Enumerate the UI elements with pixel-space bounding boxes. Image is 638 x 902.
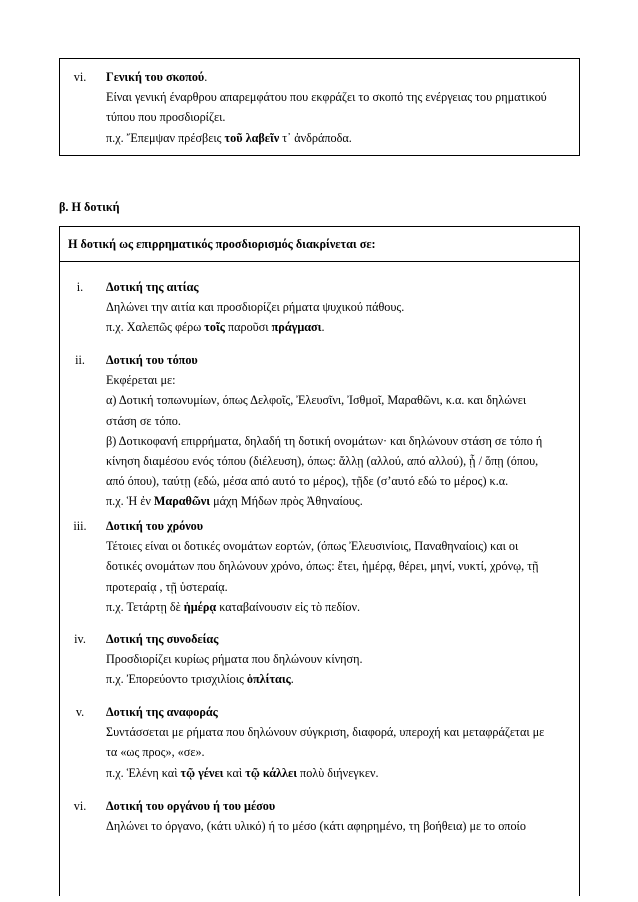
example-text: π.χ. Ἑλένη καὶ — [106, 765, 181, 780]
definition-box-genitive-purpose — [59, 58, 580, 156]
dative-adverbial-box — [59, 226, 580, 896]
text-line: από όπου), ταύτῃ (εδώ, μέσα από αυτό το μέρος), τῇδε (σ’αυτό εδώ το μέρος) κ.α. — [106, 474, 509, 489]
item-number: iv. — [74, 632, 86, 646]
text-line: α) Δοτική τοπωνυμίων, όπως Δελφοῖς, Ἐλευσῖνι, Ἰσθμοῖ, Μαραθῶνι, κ.α. και δηλώνει — [106, 393, 527, 408]
text-line: τύπου που προσδιορίζει. — [106, 110, 226, 125]
item-content — [106, 796, 572, 836]
text-line: τα «ως προς», «σε». — [106, 745, 205, 760]
item-number: v. — [75, 705, 85, 719]
item-content — [106, 277, 572, 338]
text-line: Τέτοιες είναι οι δοτικές ονομάτων εορτών, (όπως Ἐλευσινίοις, Παναθηναίοις) και οι — [106, 539, 519, 554]
box-header: Η δοτική ως επιρρηματικός προσδιορισμός διακρίνεται σε: — [60, 227, 579, 262]
text-line: κίνηση διαμέσου ενός τόπου (διέλευση), όπως: ἄλλῃ (αλλού, από αλλού), ᾗ / ὅπῃ (όπου, — [106, 454, 539, 469]
text-line: Είναι γενική έναρθρου απαρεμφάτου που εκφράζει το σκοπό της ενέργειας του ρηματικού — [106, 90, 547, 105]
text-line: β) Δοτικοφανή επιρρήματα, δηλαδή τη δοτική ονομάτων· και δηλώνουν στάση σε τόπο ή — [106, 433, 543, 448]
item-title-line — [106, 67, 572, 87]
item-number: ii. — [75, 353, 85, 367]
example-bold: ἡμέρᾳ — [183, 599, 217, 614]
example-text: παροῦσι — [224, 320, 272, 335]
text-line: δοτικές ονομάτων που δηλώνουν χρόνο, όπως: ἔτει, ἡμέρᾳ, θέρει, μηνί, νυκτί, χρόνῳ, τῇ — [106, 559, 539, 574]
example-text: π.χ. Ἔπεμψαν πρέσβεις — [106, 130, 225, 145]
item-content — [106, 350, 572, 512]
example-bold: Μαραθῶνι — [153, 494, 211, 509]
example-text: π.χ. Ἡ ἐν — [106, 494, 154, 509]
example-text: π.χ. Τετάρτῃ δὲ — [106, 599, 184, 614]
item-number: vi. — [73, 70, 87, 84]
item-title: Δοτική του χρόνου — [106, 519, 204, 533]
text-line: Προσδιορίζει κυρίως ρήματα που δηλώνουν κίνηση. — [106, 652, 363, 667]
item-title: Δοτική της συνοδείας — [106, 632, 219, 646]
item-title: Δοτική της αιτίας — [106, 280, 199, 294]
text-line: προτεραίᾳ , τῇ ὑστεραίᾳ. — [106, 579, 228, 594]
example-text: π.χ. Ἐπορεύοντο τρισχιλίοις — [106, 672, 247, 687]
example-text: καὶ — [223, 765, 246, 780]
example-text: . — [290, 672, 294, 687]
text-line: στάση σε τόπο. — [106, 413, 181, 428]
example-line — [106, 669, 572, 689]
example-text: τ᾽ ἀνδράποδα. — [279, 130, 352, 145]
text-line: Συντάσσεται με ρήματα που δηλώνουν σύγκριση, διαφορά, υπεροχή και μεταφράζεται με — [106, 725, 545, 740]
example-line — [106, 128, 572, 148]
item-content — [106, 516, 572, 617]
example-text: πολὺ διήνεγκεν. — [297, 765, 379, 780]
example-text: . — [321, 320, 325, 335]
example-bold: τῷ γένει — [180, 765, 224, 780]
example-bold: ὁπλίταις — [246, 672, 291, 687]
item-title: Δοτική της αναφοράς — [106, 705, 218, 719]
example-bold: τῷ κάλλει — [245, 765, 297, 780]
text-line: Δηλώνει το όργανο, (κάτι υλικό) ή το μέσο (κάτι αφηρημένο, τη βοήθεια) με το οποίο — [106, 819, 526, 834]
example-line — [106, 763, 572, 783]
item-number: vi. — [73, 799, 87, 813]
text-line: Εκφέρεται με: — [106, 373, 176, 388]
text-line: Δηλώνει την αιτία και προσδιορίζει ρήματα ψυχικού πάθους. — [106, 300, 405, 315]
section-title: β. Η δοτική — [59, 200, 120, 214]
item-title: Δοτική του τόπου — [106, 353, 198, 367]
example-text: μάχη Μήδων πρὸς Ἀθηναίους. — [210, 494, 363, 509]
item-content — [106, 702, 572, 783]
item-title: Δοτική του οργάνου ή του μέσου — [106, 799, 276, 813]
example-line — [106, 491, 572, 511]
example-bold: τοῦ λαβεῖν — [224, 130, 280, 145]
example-line — [106, 597, 572, 617]
example-text: καταβαίνουσιν εἰς τὸ πεδίον. — [216, 599, 361, 614]
example-line — [106, 317, 572, 337]
item-number: iii. — [73, 519, 87, 533]
title-punctuation: . — [204, 70, 208, 84]
item-title: Γενική του σκοπού — [106, 70, 205, 84]
item-content — [106, 67, 572, 148]
example-bold: πράγμασι — [271, 320, 322, 335]
item-content — [106, 629, 572, 690]
example-text: π.χ. Χαλεπῶς φέρω — [106, 320, 205, 335]
item-number: i. — [76, 280, 84, 294]
example-bold: τοῖς — [204, 320, 225, 335]
